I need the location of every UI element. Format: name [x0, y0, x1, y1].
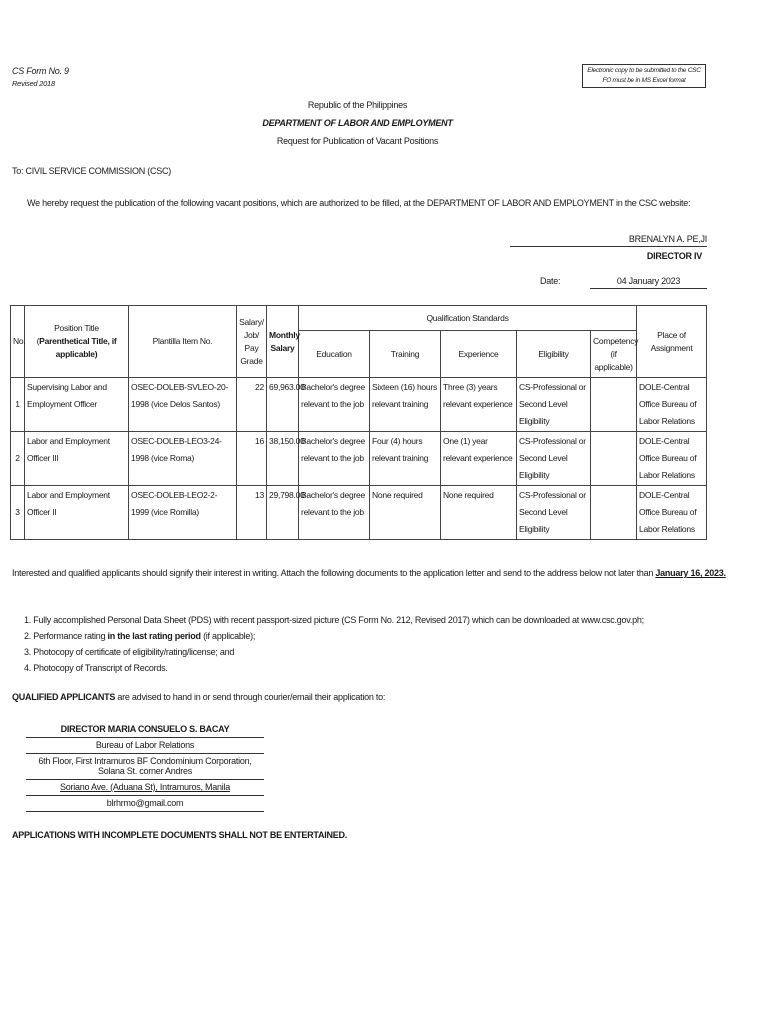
- recipient-name: DIRECTOR MARIA CONSUELO S. BACAY: [26, 722, 264, 738]
- row-grade: 13: [237, 486, 267, 540]
- col-no: No.: [11, 306, 25, 378]
- list-item: 3. Photocopy of certificate of eligibility/rating/license; and: [24, 647, 235, 657]
- col-place-of-assignment: Place of Assignment: [637, 306, 707, 378]
- row-eligibility: CS-Professional or Second Level Eligibility: [517, 486, 591, 540]
- col-experience: Experience: [441, 331, 517, 378]
- incomplete-documents-warning: APPLICATIONS WITH INCOMPLETE DOCUMENTS SHALL NOT BE ENTERTAINED.: [12, 830, 347, 840]
- row-place: DOLE-Central Office Bureau of Labor Relations: [637, 432, 707, 486]
- list-item: 2. Performance rating in the last rating period (if applicable);: [24, 631, 256, 641]
- row-experience: Three (3) years relevant experience: [441, 378, 517, 432]
- col-education: Education: [299, 331, 370, 378]
- col-training: Training: [370, 331, 441, 378]
- vacant-positions-table: [10, 305, 707, 540]
- recipient-email: blrhrmo@gmail.com: [26, 796, 264, 812]
- row-experience: None required: [441, 486, 517, 540]
- col-plantilla: Plantilla Item No.: [129, 306, 237, 378]
- row-plantilla: OSEC-DOLEB-LEO2-2-1999 (vice Romilla): [129, 486, 237, 540]
- col-eligibility: Eligibility: [517, 331, 591, 378]
- col-salary-grade: Salary/ Job/ Pay Grade: [237, 306, 267, 378]
- row-eligibility: CS-Professional or Second Level Eligibility: [517, 432, 591, 486]
- document-subtitle: Request for Publication of Vacant Positions: [276, 136, 439, 146]
- row-no: 1: [11, 378, 25, 432]
- recipient-address-block: [26, 722, 264, 812]
- address-line-1: 6th Floor, First Intramuros BF Condominium Corporation, Solana St. corner Andres: [26, 754, 264, 780]
- row-training: Sixteen (16) hours relevant training: [370, 378, 441, 432]
- form-number: CS Form No. 9: [12, 66, 69, 76]
- addressee-line: To: CIVIL SERVICE COMMISSION (CSC): [12, 166, 172, 176]
- department-name: DEPARTMENT OF LABOR AND EMPLOYMENT: [262, 118, 453, 128]
- date-value: 04 January 2023: [616, 276, 681, 286]
- signature-line: [510, 246, 707, 247]
- signatory-name: BRENALYN A. PE,JI: [628, 234, 707, 244]
- signatory-title: DIRECTOR IV: [646, 251, 702, 261]
- date-label: Date:: [540, 276, 561, 286]
- table-header-row: [11, 306, 707, 331]
- republic-line: Republic of the Philippines: [307, 100, 408, 110]
- list-item: 1. Fully accomplished Personal Data Sheet (PDS) with recent passport-sized picture (CS Form No. 212, Revised 2017) which can be downloaded at www.csc.gov.ph;: [24, 615, 644, 625]
- col-qualification-standards: Qualification Standards: [299, 306, 637, 331]
- row-no: 3: [11, 486, 25, 540]
- col-competency: Competency (if applicable): [591, 331, 637, 378]
- row-place: DOLE-Central Office Bureau of Labor Relations: [637, 486, 707, 540]
- submission-advice: QUALIFIED APPLICANTS are advised to hand in or send through courier/email their application to:: [12, 692, 386, 702]
- row-education: Bachelor's degree relevant to the job: [299, 486, 370, 540]
- deadline-date: January 16, 2023.: [655, 568, 726, 578]
- row-competency: [591, 432, 637, 486]
- form-revision: Revised 2018: [12, 79, 55, 88]
- excel-format-note: Electronic copy to be submitted to the CSC FO must be in MS Excel format: [582, 64, 706, 88]
- col-position-title: Position Title (Parenthetical Title, if applicable): [25, 306, 129, 378]
- row-place: DOLE-Central Office Bureau of Labor Relations: [637, 378, 707, 432]
- row-salary: 38,150.00: [267, 432, 299, 486]
- table-row: [11, 378, 707, 432]
- row-salary: 29,798.00: [267, 486, 299, 540]
- col-monthly-salary: Monthly Salary: [267, 306, 299, 378]
- row-position: Labor and Employment Officer III: [25, 432, 129, 486]
- row-no: 2: [11, 432, 25, 486]
- row-education: Bachelor's degree relevant to the job: [299, 378, 370, 432]
- row-eligibility: CS-Professional or Second Level Eligibility: [517, 378, 591, 432]
- row-salary: 69,963.00: [267, 378, 299, 432]
- row-competency: [591, 378, 637, 432]
- table-row: [11, 432, 707, 486]
- row-position: Supervising Labor and Employment Officer: [25, 378, 129, 432]
- row-competency: [591, 486, 637, 540]
- row-position: Labor and Employment Officer II: [25, 486, 129, 540]
- request-statement: We hereby request the publication of the following vacant positions, which are authorized to be filled, at the DEPARTMENT OF LABOR AND EMPLOYMENT in the CSC website:: [27, 198, 691, 208]
- requirements-list: [24, 612, 644, 676]
- row-plantilla: OSEC-DOLEB-LEO3-24-1998 (vice Roma): [129, 432, 237, 486]
- table-row: [11, 486, 707, 540]
- date-line: [590, 288, 707, 289]
- row-plantilla: OSEC-DOLEB-SVLEO-20-1998 (vice Delos Santos): [129, 378, 237, 432]
- recipient-office: Bureau of Labor Relations: [26, 738, 264, 754]
- row-experience: One (1) year relevant experience: [441, 432, 517, 486]
- application-instructions: Interested and qualified applicants should signify their interest in writing. Attach the following documents to the application letter and send to the address below not later than January 16, 2023.: [12, 568, 726, 578]
- row-training: Four (4) hours relevant training: [370, 432, 441, 486]
- row-grade: 22: [237, 378, 267, 432]
- address-line-2: Soriano Ave. (Aduana St), Intramuros, Manila: [26, 780, 264, 796]
- document-header: [0, 96, 715, 150]
- row-training: None required: [370, 486, 441, 540]
- row-grade: 16: [237, 432, 267, 486]
- row-education: Bachelor's degree relevant to the job: [299, 432, 370, 486]
- list-item: 4. Photocopy of Transcript of Records.: [24, 663, 168, 673]
